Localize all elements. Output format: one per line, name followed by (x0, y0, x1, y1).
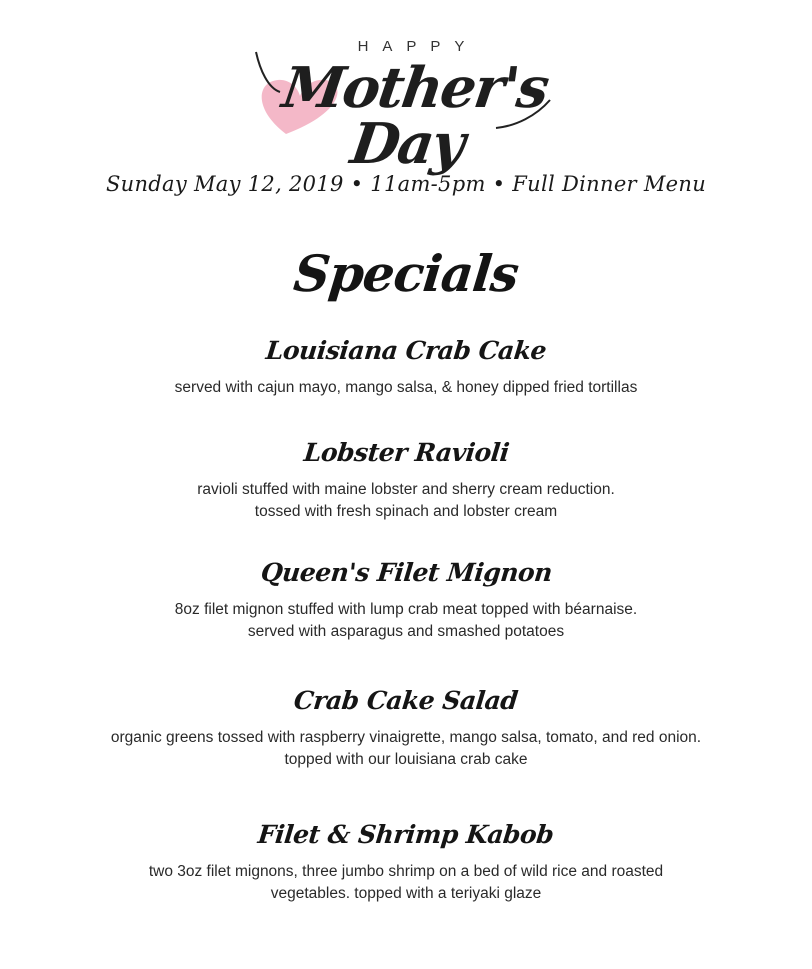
menu-item-description-line: organic greens tossed with raspberry vinaigrette, mango salsa, tomato, and red onion. (110, 729, 702, 746)
menu-item-description-line: served with asparagus and smashed potatoes (247, 623, 565, 640)
event-subtitle: Sunday May 12, 2019 • 11am-5pm • Full Dinner Menu (105, 172, 707, 196)
menu-item (0, 820, 812, 905)
menu-item-description (0, 599, 812, 643)
menu-item (0, 558, 812, 643)
mothers-day-logo (246, 30, 576, 177)
menu-item-description (0, 479, 812, 523)
menu-item-name: Louisiana Crab Cake (264, 336, 548, 365)
menu-item (0, 686, 812, 771)
menu-item-description-line: two 3oz filet mignons, three jumbo shrimp on a bed of wild rice and roasted (148, 863, 664, 880)
menu-item-name: Queen's Filet Mignon (259, 558, 554, 587)
logo-happy-text: HAPPY (357, 38, 479, 55)
menu-item-description (0, 377, 812, 399)
menu-item-description-line: 8oz filet mignon stuffed with lump crab meat topped with béarnaise. (174, 601, 638, 618)
logo-script-text: Mother's Day (278, 55, 552, 177)
menu-item-description-line: topped with our louisiana crab cake (284, 751, 528, 768)
menu-item-description-line: vegetables. topped with a teriyaki glaze (270, 885, 542, 902)
menu-item-description-line: ravioli stuffed with maine lobster and sherry cream reduction. (197, 481, 615, 498)
section-heading-specials: Specials (290, 244, 522, 303)
menu-item-name: Crab Cake Salad (292, 686, 520, 715)
menu-item-description-line: tossed with fresh spinach and lobster cream (254, 503, 558, 520)
menu-item-description (0, 861, 812, 905)
menu-item (0, 336, 812, 399)
menu-item-description (0, 727, 812, 771)
menu-item-description-line: served with cajun mayo, mango salsa, & honey dipped fried tortillas (174, 379, 638, 396)
menu-item-name: Lobster Ravioli (302, 438, 511, 467)
menu-item (0, 438, 812, 523)
menu-item-name: Filet & Shrimp Kabob (256, 820, 556, 849)
